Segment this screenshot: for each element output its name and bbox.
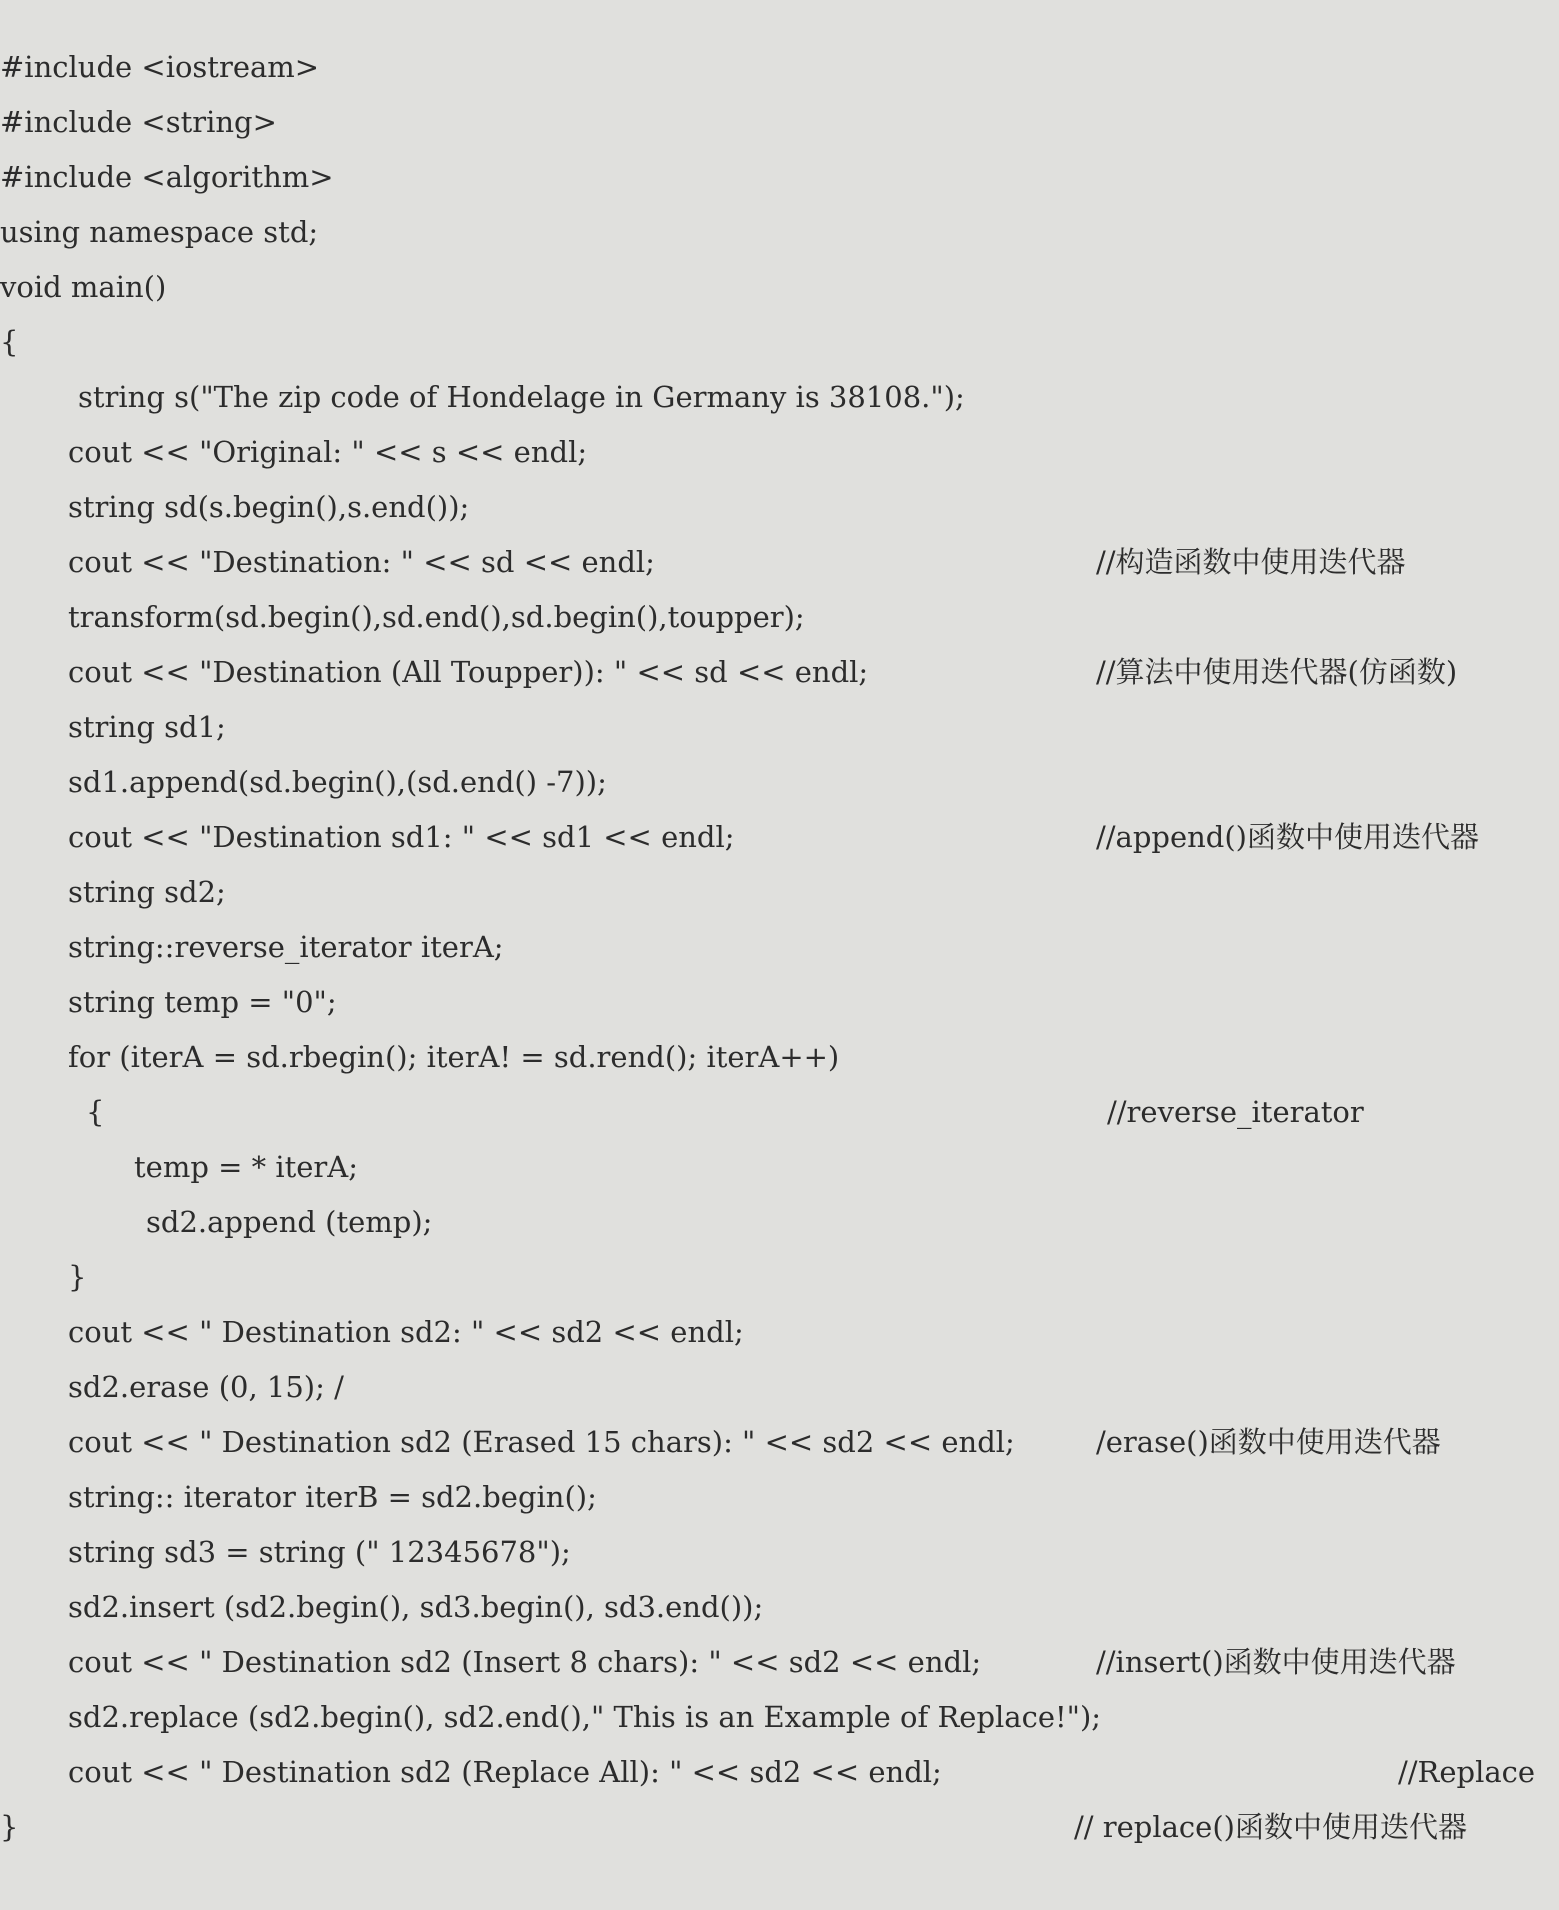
- code-text: temp = * iterA;: [134, 1150, 358, 1184]
- code-text: sd1.append(sd.begin(),(sd.end() -7));: [68, 765, 607, 799]
- code-text: }: [68, 1260, 87, 1294]
- code-line: [0, 260, 37, 359]
- code-line: [0, 1030, 105, 1129]
- code-text: string sd1;: [68, 710, 226, 744]
- code-text: string::reverse_iterator iterA;: [68, 930, 504, 964]
- code-line: [0, 315, 965, 414]
- code-text: }: [0, 1810, 19, 1844]
- code-text: #include <iostream>: [0, 50, 320, 84]
- code-text: cout << "Destination sd1: " << sd1 << endl;: [68, 820, 735, 854]
- code-text: sd2.erase (0, 15); /: [68, 1370, 344, 1404]
- code-comment: //构造函数中使用迭代器: [1096, 545, 1406, 579]
- code-text: #include <algorithm>: [0, 160, 334, 194]
- code-text: for (iterA = sd.rbegin(); iterA! = sd.rend(); iterA++): [68, 1040, 840, 1074]
- code-text: {: [0, 325, 19, 359]
- code-line: [0, 0, 320, 84]
- code-text: string temp = "0";: [68, 985, 337, 1019]
- code-text: transform(sd.begin(),sd.end(),sd.begin(),toupper);: [68, 600, 805, 634]
- code-text: sd2.append (temp);: [146, 1205, 433, 1239]
- code-text: cout << " Destination sd2 (Insert 8 chars): " << sd2 << endl;: [68, 1645, 982, 1679]
- code-text: string s("The zip code of Hondelage in Germany is 38108.");: [78, 380, 965, 414]
- code-text: cout << " Destination sd2: " << sd2 << endl;: [68, 1315, 744, 1349]
- code-text: string sd3 = string (" 12345678");: [68, 1535, 571, 1569]
- code-text: cout << "Original: " << s << endl;: [68, 435, 588, 469]
- code-comment: /erase()函数中使用迭代器: [1096, 1425, 1441, 1459]
- code-line: [0, 1195, 87, 1294]
- code-line: [0, 1745, 37, 1844]
- code-text: #include <string>: [0, 105, 277, 139]
- code-text: cout << "Destination: " << sd << endl;: [68, 545, 655, 579]
- code-text: sd2.insert (sd2.begin(), sd3.begin(), sd3.end());: [68, 1590, 764, 1624]
- code-comment: //reverse_iterator: [1107, 1095, 1364, 1129]
- code-line: [0, 645, 226, 744]
- code-text: string sd(s.begin(),s.end());: [68, 490, 470, 524]
- code-text: cout << "Destination (All Toupper)): " << sd << endl;: [68, 655, 869, 689]
- code-text: cout << " Destination sd2 (Erased 15 chars): " << sd2 << endl;: [68, 1425, 1015, 1459]
- code-comment: //append()函数中使用迭代器: [1096, 820, 1479, 854]
- code-comment: //insert()函数中使用迭代器: [1096, 1645, 1456, 1679]
- code-text: string:: iterator iterB = sd2.begin();: [68, 1480, 597, 1514]
- code-comment: //Replace: [1398, 1755, 1536, 1789]
- code-text: {: [86, 1095, 105, 1129]
- code-line: [0, 1085, 358, 1184]
- code-line: [0, 1250, 744, 1349]
- code-text: void main(): [0, 270, 167, 304]
- code-text: string sd2;: [68, 875, 226, 909]
- code-text: using namespace std;: [0, 215, 319, 249]
- code-line: [0, 810, 226, 909]
- code-text: cout << " Destination sd2 (Replace All): " << sd2 << endl;: [68, 1755, 942, 1789]
- code-text: sd2.replace (sd2.begin(), sd2.end()," This is an Example of Replace!");: [68, 1700, 1102, 1734]
- code-comment: // replace()函数中使用迭代器: [1074, 1810, 1467, 1844]
- code-comment: //算法中使用迭代器(仿函数): [1096, 655, 1458, 689]
